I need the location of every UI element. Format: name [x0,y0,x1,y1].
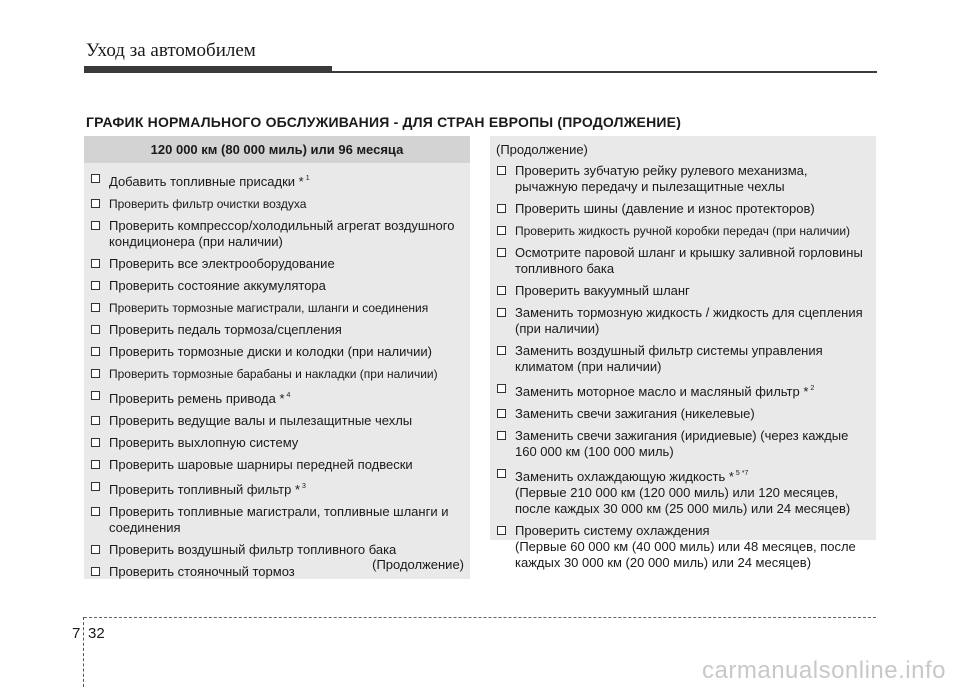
section-heading: ГРАФИК НОРМАЛЬНОГО ОБСЛУЖИВАНИЯ - ДЛЯ СТРАН ЕВРОПЫ (ПРОДОЛЖЕНИЕ) [86,114,682,130]
footnote-ref: 2 [810,385,815,392]
item-text: Заменить охлаждающую жидкость * [515,469,734,484]
checkbox-icon [91,347,100,356]
checklist-item [90,300,464,316]
checklist-item [90,171,464,190]
checkbox-icon [91,567,100,576]
checkbox-icon [497,226,506,235]
item-text: Проверить тормозные магистрали, шланги и соединения [109,301,429,315]
watermark: carmanualsonline.info [702,657,946,684]
checkbox-icon [497,431,506,440]
footnote-ref: 5 *7 [735,470,749,477]
item-text: Проверить педаль тормоза/сцепления [109,322,342,337]
item-text: Проверить ведущие валы и пылезащитные чехлы [109,413,413,428]
checklist-item [90,218,464,250]
checkbox-icon [497,204,506,213]
footer-divider [83,617,84,687]
item-text: Заменить тормозную жидкость / жидкость для сцепления (при наличии) [515,305,863,336]
footer-rule [84,617,876,618]
checklist-item [90,542,464,558]
checkbox-icon [497,409,506,418]
item-text: Заменить свечи зажигания (иридиевые) (через каждые 160 000 км (100 000 миль) [515,428,849,459]
left-item-list [84,163,470,580]
item-text: Заменить свечи зажигания (никелевые) [515,406,755,421]
checkbox-icon [91,416,100,425]
right-schedule-panel [490,136,876,570]
item-text: Проверить топливный фильтр * [109,482,301,497]
checklist-item [496,245,870,277]
checklist-item [90,344,464,360]
continued-label-left: (Продолжение) [372,557,464,572]
checklist-item [496,523,870,571]
checklist-item [90,278,464,294]
continued-label-right: (Продолжение) [496,142,588,157]
right-item-list [490,136,876,571]
item-text: Проверить систему охлаждения [515,523,710,538]
footnote-ref: 1 [305,175,310,182]
section-number: 7 [72,625,81,642]
item-text: Проверить воздушный фильтр топливного бака [109,542,397,557]
checklist-item [496,466,870,517]
footnote-ref: 3 [302,483,306,490]
checkbox-icon [91,438,100,447]
checkbox-icon [497,248,506,257]
left-schedule-panel [84,136,470,579]
item-text: Проверить шаровые шарниры передней подвески [109,457,413,472]
item-text: Заменить моторное масло и масляный фильтр * [515,384,809,399]
checkbox-icon [91,369,100,378]
item-text: Проверить тормозные барабаны и накладки (при наличии) [109,367,438,381]
checkbox-icon [497,526,506,535]
item-text: Проверить состояние аккумулятора [109,278,326,293]
item-text: Проверить все электрооборудование [109,256,335,271]
header-rule [332,71,877,73]
checklist-item [90,322,464,338]
checkbox-icon [91,303,100,312]
checkbox-icon [497,384,506,393]
checklist-item [90,457,464,473]
checkbox-icon [497,469,506,478]
checkbox-icon [91,507,100,516]
checklist-item [496,343,870,375]
checkbox-icon [497,286,506,295]
checkbox-icon [91,281,100,290]
checkbox-icon [91,482,100,491]
item-text: Проверить шины (давление и износ протекторов) [515,201,815,216]
item-text: Добавить топливные присадки * [109,174,304,189]
checkbox-icon [497,166,506,175]
item-note: (Первые 60 000 км (40 000 миль) или 48 месяцев, после каждых 30 000 км (20 000 миль) или 24 месяцев) [515,539,856,570]
checkbox-icon [91,460,100,469]
checklist-item [496,201,870,217]
item-text: Проверить вакуумный шланг [515,283,690,298]
interval-heading: 120 000 км (80 000 миль) или 96 месяца [84,136,470,163]
checklist-item [90,388,464,407]
item-text: Проверить фильтр очистки воздуха [109,197,307,211]
checkbox-icon [91,391,100,400]
item-note: (Первые 210 000 км (120 000 миль) или 120 месяцев, после каждых 30 000 км (25 000 миль) или 24 месяцев) [515,485,851,516]
footnote-ref: 4 [286,392,291,399]
checkbox-icon [497,308,506,317]
checkbox-icon [91,221,100,230]
checklist-item [90,435,464,451]
checklist-item [90,413,464,429]
checklist-item [90,256,464,272]
checklist-item [496,163,870,195]
checklist-item [90,366,464,382]
item-text: Проверить выхлопную систему [109,435,299,450]
item-text: Заменить воздушный фильтр системы управления климатом (при наличии) [515,343,823,374]
checklist-item [496,283,870,299]
item-text: Проверить стояночный тормоз [109,564,295,579]
checkbox-icon [91,174,100,183]
item-text: Проверить тормозные диски и колодки (при наличии) [109,344,432,359]
checkbox-icon [497,346,506,355]
header-bar [84,66,332,73]
checklist-item [496,223,870,239]
checklist-item [496,305,870,337]
item-text: Проверить зубчатую рейку рулевого механизма, рычажную передачу и пылезащитные чехлы [515,163,808,194]
checkbox-icon [91,325,100,334]
checkbox-icon [91,199,100,208]
page-number: 32 [88,625,105,642]
checkbox-icon [91,259,100,268]
checklist-item [496,381,870,400]
checklist-item [90,504,464,536]
checklist-item [90,196,464,212]
item-text: Проверить жидкость ручной коробки передач (при наличии) [515,224,851,238]
checklist-item [496,428,870,460]
checklist-item [90,479,464,498]
item-text: Проверить ремень привода * [109,391,285,406]
checklist-item [496,406,870,422]
item-text: Осмотрите паровой шланг и крышку заливной горловины топливного бака [515,245,863,276]
page-header-title: Уход за автомобилем [86,40,256,61]
item-text: Проверить компрессор/холодильный агрегат воздушного кондиционера (при наличии) [109,218,455,249]
checkbox-icon [91,545,100,554]
item-text: Проверить топливные магистрали, топливные шланги и соединения [109,504,449,535]
